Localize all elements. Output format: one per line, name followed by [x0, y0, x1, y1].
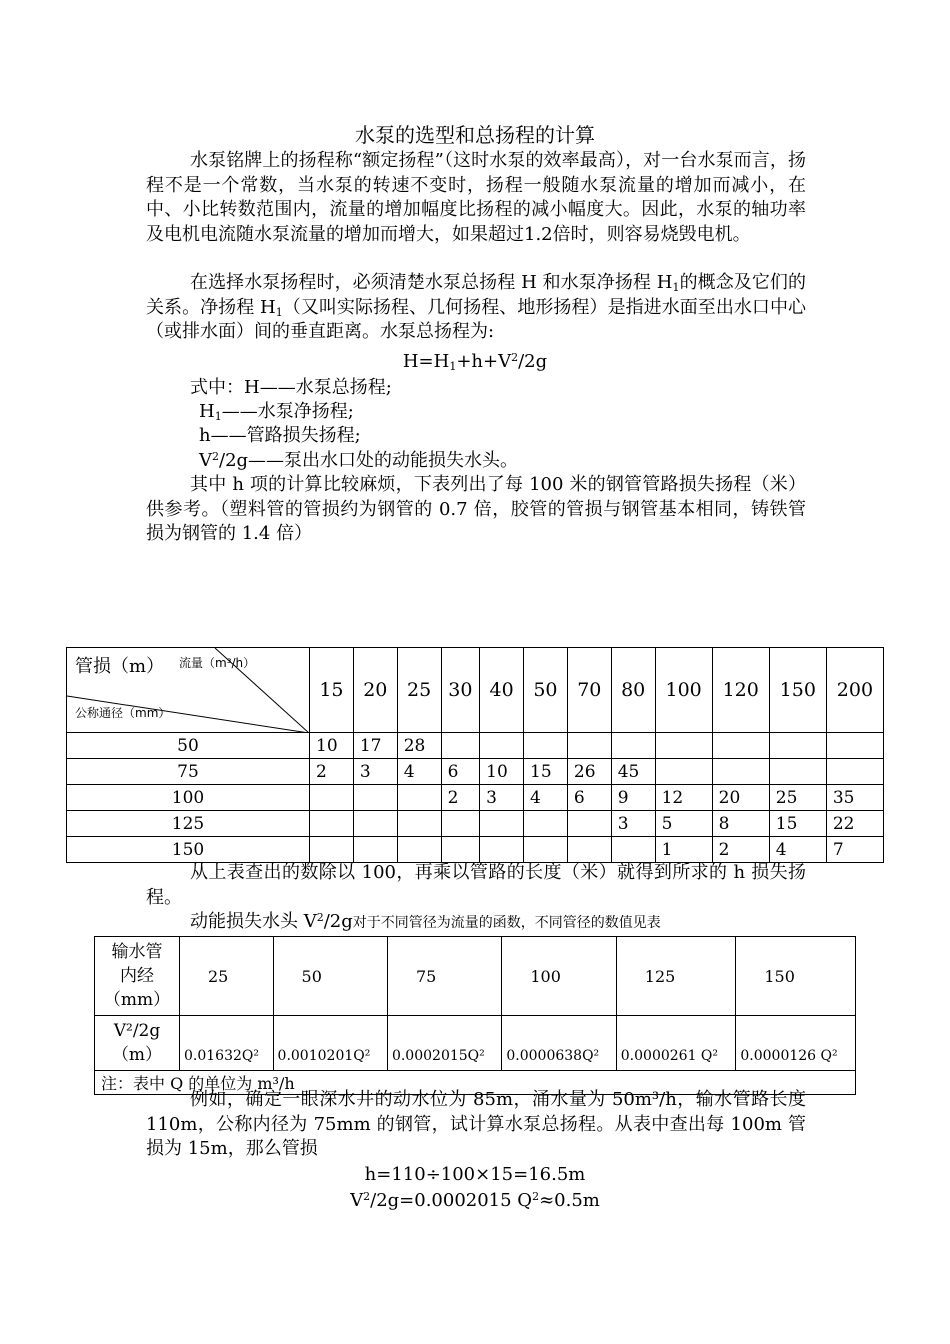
loss-cell: [353, 785, 397, 811]
table-row: [67, 733, 884, 759]
loss-cell: 26: [567, 759, 611, 785]
definition-h: 式中：H——水泵总扬程;: [190, 377, 392, 398]
loss-cell: 22: [826, 811, 883, 837]
loss-cell: 10: [480, 759, 524, 785]
loss-cell: 28: [397, 733, 441, 759]
table-note: 注：表中 Q 的单位为 m³/h: [95, 1071, 856, 1095]
table-row: [67, 811, 884, 837]
loss-cell: 2: [310, 759, 354, 785]
total-head-formula: $H=H_1+h+V^2/2g$: [402, 351, 548, 373]
loss-cell: [397, 811, 441, 837]
loss-cell: [524, 837, 568, 863]
loss-cell: [480, 733, 524, 759]
loss-cell: 5: [655, 811, 712, 837]
loss-cell: [524, 733, 568, 759]
kinetic-head-table: [94, 936, 856, 1095]
loss-cell: [397, 837, 441, 863]
loss-cell: 20: [712, 785, 769, 811]
kinetic-head-row: [95, 1016, 856, 1071]
diameter-row: [95, 937, 856, 1016]
table-row: [67, 759, 884, 785]
kinetic-head-label-cell: V²/2g （m）: [95, 1016, 180, 1071]
flow-header: 200: [826, 648, 883, 733]
kinetic-head-cell: 0.0010201Q²: [273, 1016, 387, 1071]
flow-header: 15: [310, 648, 354, 733]
loss-cell: [310, 785, 354, 811]
kinetic-head-cell: 0.0002015Q²: [387, 1016, 501, 1071]
diameter-cell: 50: [273, 937, 387, 1016]
loss-cell: 2: [441, 785, 480, 811]
nominal-diameter-cell: 100: [67, 785, 310, 811]
flow-header: 70: [567, 648, 611, 733]
kinetic-head-cell: 0.0000261 Q²: [616, 1016, 736, 1071]
loss-cell: 6: [441, 759, 480, 785]
loss-cell: 35: [826, 785, 883, 811]
loss-cell: 17: [353, 733, 397, 759]
loss-cell: 4: [769, 837, 826, 863]
definition-h1: $H_1——$水泵净扬程;: [199, 401, 354, 423]
loss-cell: 6: [567, 785, 611, 811]
example-paragraph: 例如，确定一眼深水井的动水位为 85m，涌水量为 50m³/h，输水管路长度 110m，公称内径为 75mm 的钢管，试计算水泵总扬程。从表中查出每 100m 管损为 15m，那么管损: [146, 1089, 806, 1159]
loss-cell: [567, 837, 611, 863]
loss-cell: [769, 759, 826, 785]
diameter-cell: 150: [736, 937, 856, 1016]
diameter-label-cell: 输水管 内经 （mm）: [95, 937, 180, 1016]
intro-paragraph-2: 在选择水泵扬程时，必须清楚水泵总扬程 H 和水泵净扬程 $H_1$的概念及它们的关系。净扬程 $H_1$（又叫实际扬程、几何扬程、地形扬程）是指进水面至出水口中心（或排水面）间的垂直距离。水泵总扬程为:: [146, 272, 807, 342]
loss-cell: [712, 759, 769, 785]
diameter-cell: 100: [502, 937, 616, 1016]
flow-header: 20: [353, 648, 397, 733]
loss-cell: 3: [353, 759, 397, 785]
loss-cell: [611, 733, 655, 759]
diameter-cell: 25: [180, 937, 274, 1016]
flow-header: 150: [769, 648, 826, 733]
corner-flow-label: 流量（m³/h）: [179, 656, 256, 670]
flow-header: 80: [611, 648, 655, 733]
loss-cell: [611, 837, 655, 863]
page-title: 水泵的选型和总扬程的计算: [355, 123, 595, 147]
loss-cell: 3: [480, 785, 524, 811]
flow-header: 30: [441, 648, 480, 733]
diameter-cell: 125: [616, 937, 736, 1016]
loss-cell: [310, 811, 354, 837]
loss-cell: [567, 811, 611, 837]
definition-hloss: h——管路损失扬程;: [199, 425, 361, 446]
table-row: [67, 837, 884, 863]
loss-cell: 15: [524, 759, 568, 785]
nominal-diameter-cell: 150: [67, 837, 310, 863]
loss-cell: 15: [769, 811, 826, 837]
kinetic-head-caption: 动能损失水头 $V^2/2g$对于不同管径为流量的函数，不同管径的数值见表: [190, 911, 661, 932]
flow-header: 40: [480, 648, 524, 733]
loss-cell: [655, 759, 712, 785]
loss-cell: [353, 837, 397, 863]
loss-cell: [310, 837, 354, 863]
intro-paragraph-1: 水泵铭牌上的扬程称“额定扬程”（这时水泵的效率最高），对一台水泵而言，扬程不是一个常数，当水泵的转速不变时，扬程一般随水泵流量的增加而减小，在中、小比转数范围内，流量的增加幅度比扬程的减小幅度大。因此，水泵的轴功率及电机电流随水泵流量的增加而增大，如果超过1.2倍时，则容易烧毁电机。: [146, 150, 806, 245]
table-row: [67, 785, 884, 811]
kinetic-head-cell: 0.0000638Q²: [502, 1016, 616, 1071]
loss-cell: [826, 733, 883, 759]
loss-cell: [769, 733, 826, 759]
loss-cell: 4: [397, 759, 441, 785]
loss-cell: 1: [655, 837, 712, 863]
loss-cell: [441, 811, 480, 837]
loss-cell: 45: [611, 759, 655, 785]
loss-cell: [353, 811, 397, 837]
loss-cell: [441, 837, 480, 863]
loss-cell: [712, 733, 769, 759]
loss-cell: 8: [712, 811, 769, 837]
loss-cell: 9: [611, 785, 655, 811]
kinetic-head-cell: 0.01632Q²: [180, 1016, 274, 1071]
flow-header: 120: [712, 648, 769, 733]
loss-cell: [480, 837, 524, 863]
corner-dn-label: 公称通径（mm）: [75, 706, 171, 720]
corner-loss-label: 管损（m）: [75, 656, 165, 677]
loss-cell: [480, 811, 524, 837]
pipe-loss-paragraph: 其中 h 项的计算比较麻烦，下表列出了每 100 米的钢管管路损失扬程（米）供参考。（塑料管的管损约为钢管的 0.7 倍，胶管的管损与钢管基本相同，铸铁管损为钢管的 1.4 倍）: [146, 474, 806, 544]
flow-header: 50: [524, 648, 568, 733]
nominal-diameter-cell: 125: [67, 811, 310, 837]
loss-cell: 10: [310, 733, 354, 759]
loss-cell: [655, 733, 712, 759]
loss-cell: 7: [826, 837, 883, 863]
table-usage-paragraph: 从上表查出的数除以 100，再乘以管路的长度（米）就得到所求的 h 损失扬程。: [146, 862, 806, 908]
loss-cell: 25: [769, 785, 826, 811]
loss-cell: [441, 733, 480, 759]
table-corner-cell: [67, 648, 310, 733]
diameter-cell: 75: [387, 937, 501, 1016]
loss-cell: [567, 733, 611, 759]
loss-cell: [826, 759, 883, 785]
loss-cell: 2: [712, 837, 769, 863]
kinetic-head-cell: 0.0000126 Q²: [736, 1016, 856, 1071]
nominal-diameter-cell: 75: [67, 759, 310, 785]
loss-cell: [524, 811, 568, 837]
flow-header: 100: [655, 648, 712, 733]
loss-cell: 4: [524, 785, 568, 811]
definition-v2: $V^2/2g——$泵出水口处的动能损失水头。: [199, 450, 519, 471]
flow-header: 25: [397, 648, 441, 733]
loss-cell: 12: [655, 785, 712, 811]
loss-cell: [397, 785, 441, 811]
flow-header-row: [67, 648, 884, 733]
loss-cell: 3: [611, 811, 655, 837]
calc-pipe-loss: h=110÷100×15=16.5m: [364, 1164, 586, 1185]
calc-kinetic-head: $V^2/2g=0.0002015$ $Q^2\approx 0.5m$: [350, 1190, 600, 1211]
pipe-loss-table: [66, 647, 884, 863]
nominal-diameter-cell: 50: [67, 733, 310, 759]
